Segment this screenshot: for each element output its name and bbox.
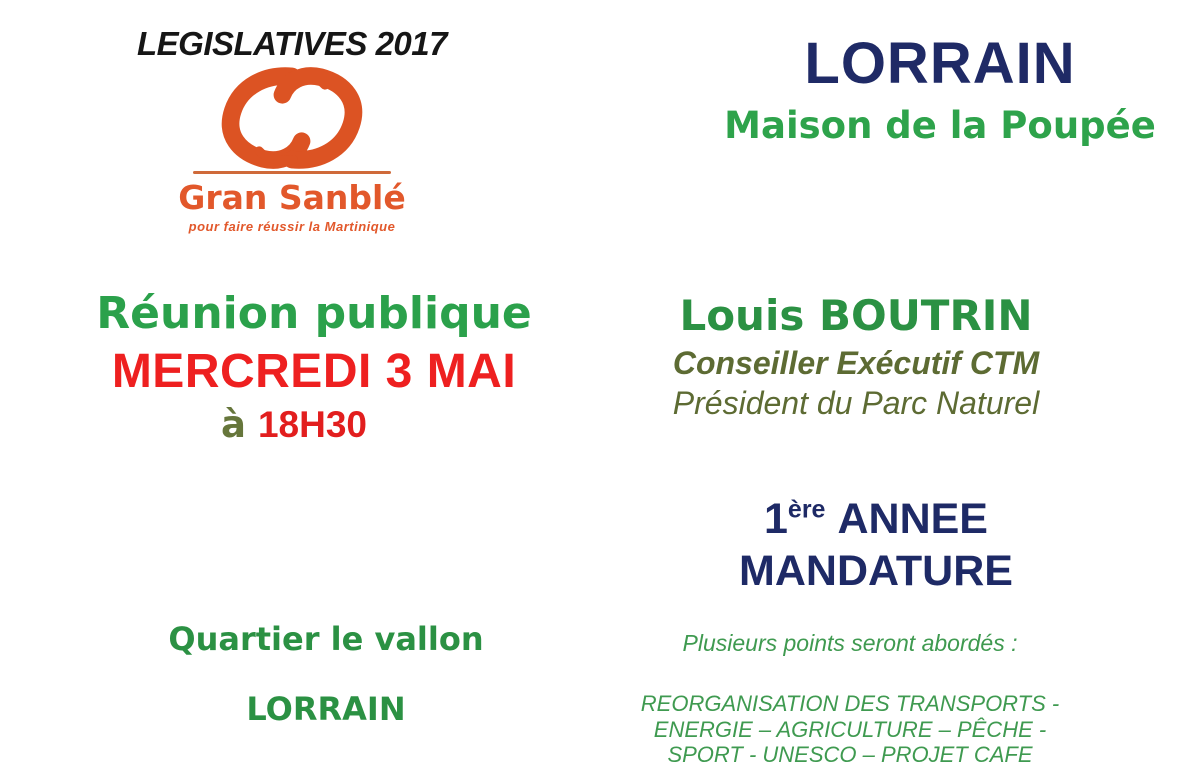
mandate-year-number: 1 xyxy=(764,495,788,543)
agenda-topics xyxy=(624,691,1076,768)
mandate-year-word: ANNEE xyxy=(837,495,988,543)
meeting-time xyxy=(18,402,570,446)
meeting-title: Réunion publique xyxy=(96,288,532,339)
location-header xyxy=(720,31,1160,147)
agenda xyxy=(624,630,1076,768)
venue-info xyxy=(76,620,576,728)
party-name: Gran Sanblé xyxy=(178,178,406,218)
speaker-role-secondary: Président du Parc Naturel xyxy=(672,385,1040,422)
meeting-announcement xyxy=(58,289,570,445)
venue-district: Quartier le vallon xyxy=(168,620,484,658)
mandate-line-1 xyxy=(660,494,1092,546)
gran-sanble-swirl-icon xyxy=(194,66,390,170)
agenda-topic-line: REORGANISATION DES TRANSPORTS - xyxy=(640,691,1060,716)
agenda-topic-line: ENERGIE – AGRICULTURE – PÊCHE - xyxy=(653,716,1047,742)
location-city: LORRAIN xyxy=(804,31,1076,96)
meeting-time-prefix: à xyxy=(221,402,246,446)
meeting-date: MERCREDI 3 MAI xyxy=(111,344,517,398)
agenda-intro: Plusieurs points seront abordés : xyxy=(682,630,1018,656)
mandate-line-2: MANDATURE xyxy=(739,546,1013,595)
speaker-name: Louis BOUTRIN xyxy=(679,291,1033,340)
campaign-title: LEGISLATIVES 2017 xyxy=(137,25,447,62)
campaign-header xyxy=(80,26,504,234)
speaker-role-primary: Conseiller Exécutif CTM xyxy=(672,345,1040,382)
location-venue: Maison de la Poupée xyxy=(724,103,1156,147)
logo-divider xyxy=(193,171,391,174)
mandate-year-ordinal: ère xyxy=(787,495,826,524)
meeting-time-value: 18H30 xyxy=(257,403,367,445)
party-tagline: pour faire réussir la Martinique xyxy=(188,219,396,235)
mandate-heading xyxy=(660,494,1092,597)
agenda-topic-line: SPORT - UNESCO – PROJET CAFE xyxy=(667,742,1033,768)
venue-city: LORRAIN xyxy=(246,690,406,728)
speaker-info xyxy=(640,293,1072,422)
